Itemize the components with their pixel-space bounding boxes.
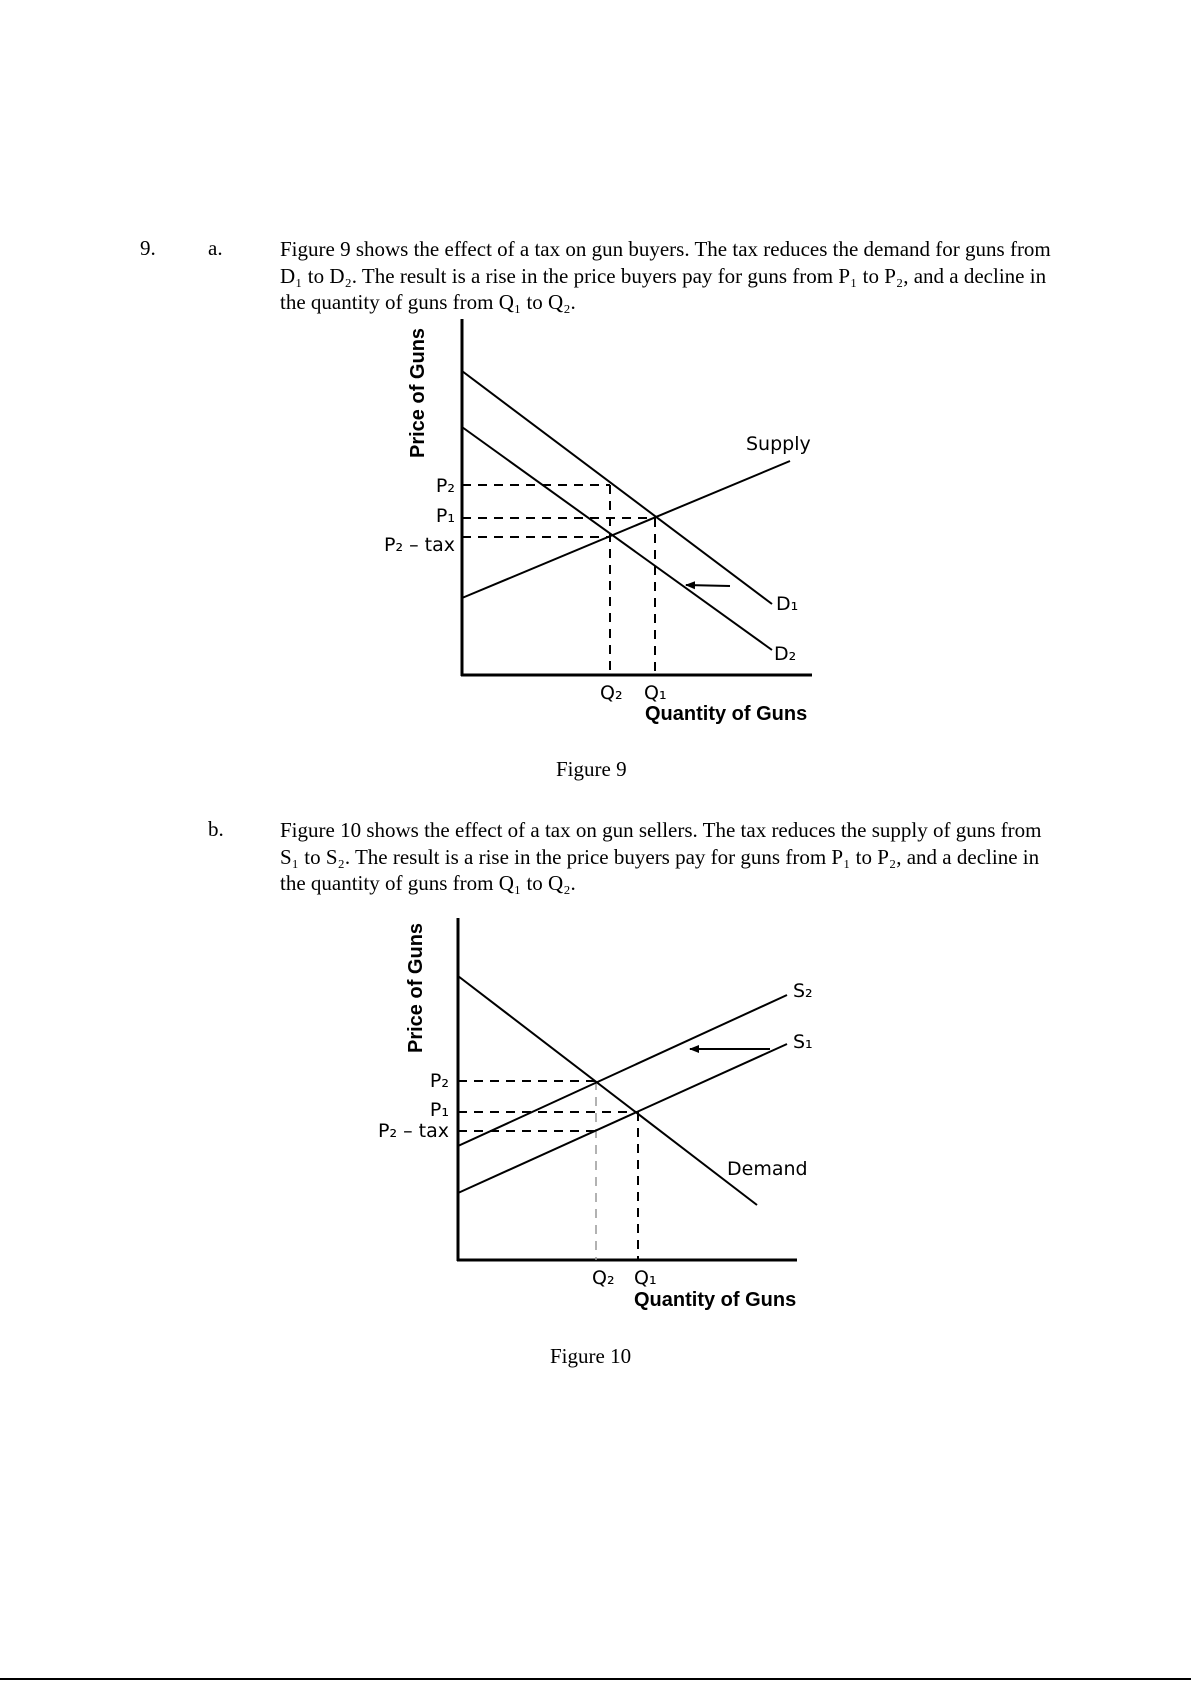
figure-9-chart: [384, 319, 812, 725]
part-a-text: Figure 9 shows the effect of a tax on gun buyers. The tax reduces the demand for guns from D₁ to D₂. The result is a rise in the price buyers pay for guns from P₁ to P₂, and a decline in the quantity of guns from Q₁ to Q₂.: [280, 237, 1051, 314]
fig9-d2-curve: [462, 427, 772, 650]
figure-10-caption: Figure 10: [550, 1344, 632, 1368]
fig9-p1-label: P₁: [435, 505, 455, 527]
fig10-p2tax-label: P₂ – tax: [378, 1120, 449, 1142]
fig9-d2-label: D₂: [774, 643, 797, 665]
fig9-p2tax-label: P₂ – tax: [384, 534, 455, 556]
fig9-d1-label: D₁: [776, 593, 799, 615]
part-b-text: Figure 10 shows the effect of a tax on gun sellers. The tax reduces the supply of guns from S₁ to S₂. The result is a rise in the price buyers pay for guns from P₁ to P₂, and a decline in the quantity of guns from Q₁ to Q₂.: [280, 818, 1042, 895]
fig9-shift-arrow: [686, 585, 730, 586]
figure-10-chart: [378, 918, 813, 1311]
fig10-s2-curve: [458, 995, 787, 1146]
page-bottom-rule: [0, 1678, 1191, 1680]
figure-9-caption: Figure 9: [556, 757, 627, 781]
fig10-s2-label: S₂: [793, 980, 813, 1002]
fig10-p2-label: P₂: [429, 1070, 449, 1092]
fig10-demand-curve: [458, 976, 757, 1205]
part-a-label: a.: [208, 236, 223, 260]
question-number: 9.: [140, 236, 156, 260]
fig9-p2-label: P₂: [435, 475, 455, 497]
fig10-q2-label: Q₂: [592, 1267, 615, 1289]
fig9-q1-label: Q₁: [644, 682, 667, 704]
fig9-y-axis-label: Price of Guns: [407, 327, 429, 458]
fig9-x-axis-label: Quantity of Guns: [645, 703, 808, 725]
fig10-p1-label: P₁: [429, 1099, 449, 1121]
fig10-demand-label: Demand: [727, 1158, 808, 1180]
fig10-s1-label: S₁: [793, 1031, 813, 1053]
fig10-y-axis-label: Price of Guns: [405, 922, 427, 1053]
fig9-supply-curve: [462, 461, 790, 598]
part-b-label: b.: [208, 817, 224, 841]
fig10-q1-label: Q₁: [634, 1267, 657, 1289]
fig10-x-axis-label: Quantity of Guns: [634, 1289, 797, 1311]
fig9-supply-label: Supply: [746, 433, 811, 455]
fig9-q2-label: Q₂: [600, 682, 623, 704]
